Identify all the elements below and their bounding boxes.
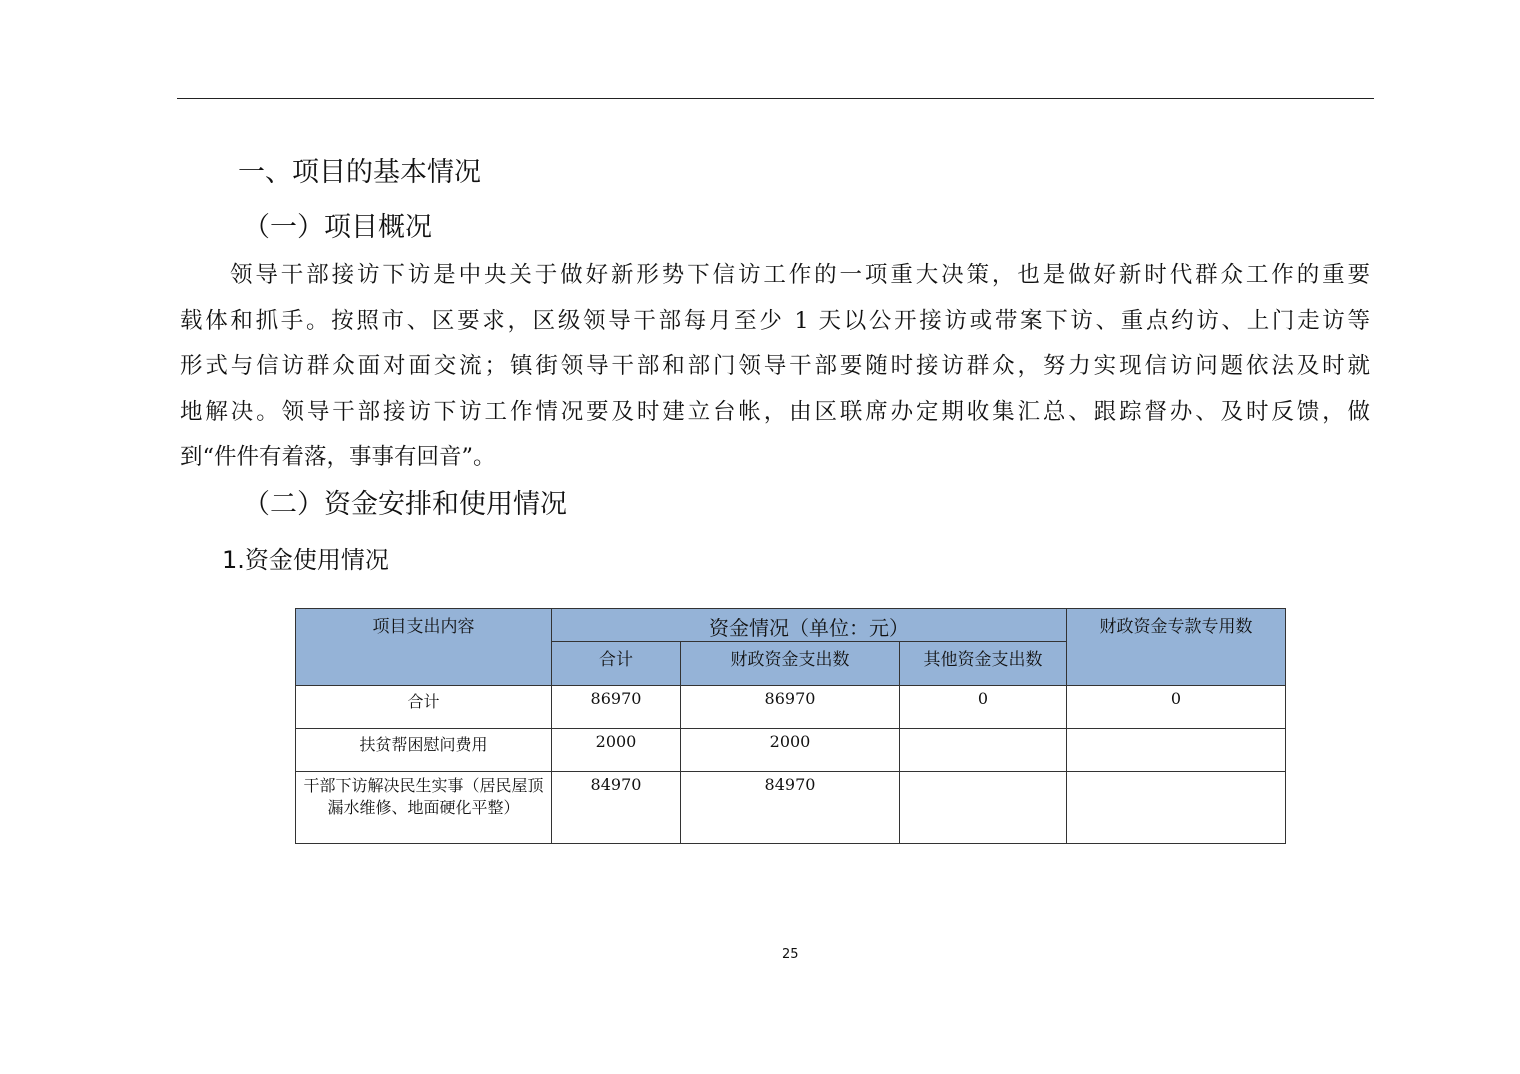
cell-fiscal: 2000 [681, 729, 900, 772]
table-row [296, 686, 1286, 729]
cell-fiscal: 84970 [681, 772, 900, 844]
overview-paragraph [180, 258, 1370, 486]
header-fiscal: 财政资金支出数 [681, 642, 900, 686]
header-special: 财政资金专款专用数 [1067, 609, 1286, 686]
header-funds: 资金情况（单位：元） [552, 609, 1067, 642]
paragraph-line: 领导干部接访下访是中央关于做好新形势下信访工作的一项重大决策，也是做好新时代群众工作的重要 [230, 262, 1370, 288]
cell-other [900, 729, 1067, 772]
cell-other: 0 [900, 686, 1067, 729]
header-total: 合计 [552, 642, 681, 686]
cell-total: 84970 [552, 772, 681, 844]
cell-item: 扶贫帮困慰问费用 [296, 729, 552, 772]
fund-usage-table [295, 608, 1286, 844]
cell-special [1067, 772, 1286, 844]
subsection-heading-funds: （二）资金安排和使用情况 [243, 489, 567, 520]
table-row [296, 729, 1286, 772]
sub-heading-fund-usage: 1.资金使用情况 [222, 546, 389, 574]
subsection-heading-overview: （一）项目概况 [243, 212, 432, 243]
paragraph-line: 载体和抓手。按照市、区要求，区级领导干部每月至少 1 天以公开接访或带案下访、重点约访、上门走访等 [180, 307, 1370, 334]
paragraph-line: 到“件件有着落，事事有回音”。 [180, 444, 496, 470]
cell-special: 0 [1067, 686, 1286, 729]
section-heading: 一、项目的基本情况 [238, 157, 481, 188]
cell-fiscal: 86970 [681, 686, 900, 729]
cell-total: 86970 [552, 686, 681, 729]
page-number: 25 [782, 947, 799, 962]
header-other: 其他资金支出数 [900, 642, 1067, 686]
header-rule [177, 98, 1374, 99]
cell-item: 合计 [296, 686, 552, 729]
table-row [296, 772, 1286, 844]
cell-special [1067, 729, 1286, 772]
cell-total: 2000 [552, 729, 681, 772]
paragraph-line: 形式与信访群众面对面交流；镇街领导干部和部门领导干部要随时接访群众，努力实现信访问题依法及时就 [180, 353, 1370, 379]
cell-other [900, 772, 1067, 844]
cell-item: 干部下访解决民生实事（居民屋顶漏水维修、地面硬化平整） [296, 772, 552, 844]
paragraph-line: 地解决。领导干部接访下访工作情况要及时建立台帐，由区联席办定期收集汇总、跟踪督办、及时反馈，做 [180, 398, 1370, 425]
header-item: 项目支出内容 [296, 609, 552, 686]
